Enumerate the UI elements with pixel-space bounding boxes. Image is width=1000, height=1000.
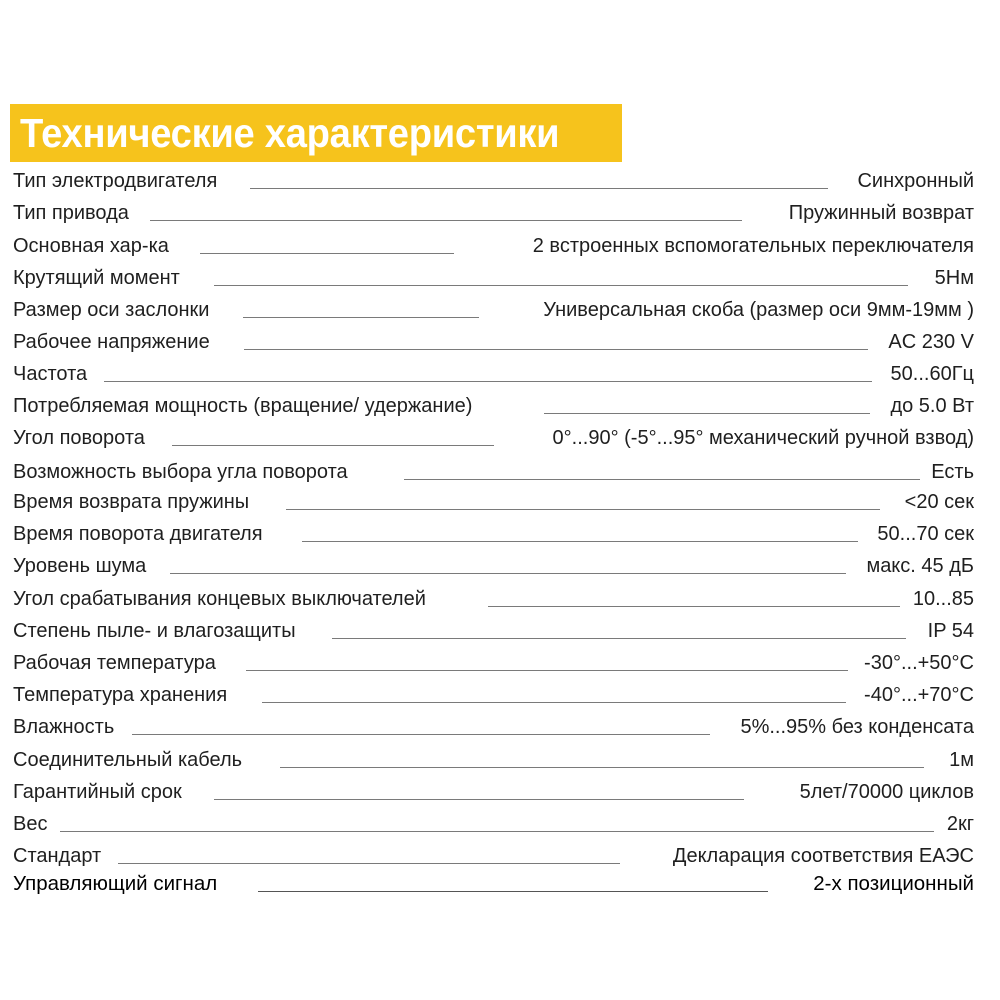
spec-label: Потребляемая мощность (вращение/ удержание) [13,395,473,417]
spec-label: Возможность выбора угла поворота [13,461,348,483]
spec-value: 2-х позиционный [813,872,974,895]
spec-label: Гарантийный срок [13,781,182,803]
spec-label: Уровень шума [13,555,147,577]
spec-label: Тип привода [13,202,129,224]
spec-row [0,391,1000,421]
spec-label: Основная хар-ка [13,235,169,257]
spec-label: Размер оси заслонки [13,299,210,321]
spec-row [0,263,1000,293]
spec-value: 5%...95% без конденсата [740,716,974,738]
spec-value: -40°...+70°C [864,684,974,706]
spec-value: Синхронный [857,170,974,192]
spec-row [0,295,1000,325]
leader-line [332,638,906,639]
spec-value: IP 54 [927,620,974,642]
spec-value: до 5.0 Вт [890,395,974,417]
spec-row [0,359,1000,389]
leader-line [404,479,920,480]
spec-row [0,809,1000,839]
spec-row [0,231,1000,261]
leader-line [544,413,870,414]
leader-line [286,509,880,510]
leader-line [243,317,479,318]
spec-value: Пружинный возврат [788,202,974,224]
spec-value: AC 230 V [888,331,974,353]
spec-value: Универсальная скоба (размер оси 9мм-19мм ) [543,299,974,321]
spec-row [0,648,1000,678]
spec-label: Степень пыле- и влагозащиты [13,620,296,642]
leader-line [104,381,872,382]
leader-line [258,891,768,892]
spec-label: Соединительный кабель [13,749,243,771]
spec-row [0,745,1000,775]
spec-value: <20 сек [904,491,974,513]
spec-label: Температура хранения [13,684,228,706]
spec-label: Тип электродвигателя [13,170,218,192]
spec-label: Рабочая температура [13,652,216,674]
spec-label: Управляющий сигнал [13,872,218,895]
spec-label: Рабочее напряжение [13,331,210,353]
spec-label: Время возврата пружины [13,491,250,513]
leader-line [302,541,858,542]
leader-line [214,799,744,800]
spec-value: 0°...90° (-5°...95° механический ручной взвод) [552,427,974,449]
spec-value: 50...70 сек [877,523,974,545]
spec-row [0,166,1000,196]
page-title: Технические характеристики [20,110,560,156]
spec-row [0,457,1000,487]
spec-label: Вес [13,813,48,835]
spec-label: Угол поворота [13,427,145,449]
spec-value: 1м [949,749,974,771]
leader-line [250,188,828,189]
leader-line [172,445,494,446]
spec-row [0,198,1000,228]
leader-line [60,831,934,832]
spec-value: 5лет/70000 циклов [799,781,974,803]
leader-line [132,734,710,735]
leader-line [170,573,846,574]
spec-row [0,584,1000,614]
spec-value: 5Нм [934,267,974,289]
spec-row [0,777,1000,807]
spec-value: 2кг [946,813,974,835]
spec-row [0,487,1000,517]
spec-label: Время поворота двигателя [13,523,263,545]
spec-row [0,712,1000,742]
leader-line [244,349,868,350]
leader-line [488,606,900,607]
leader-line [246,670,848,671]
leader-line [262,702,846,703]
spec-label: Стандарт [13,845,102,867]
leader-line [214,285,908,286]
spec-value: Декларация соответствия ЕАЭС [672,845,974,867]
spec-value: макс. 45 дБ [866,555,974,577]
spec-row [0,616,1000,646]
spec-label: Влажность [13,716,115,738]
leader-line [150,220,742,221]
leader-line [280,767,924,768]
spec-value: 2 встроенных вспомогательных переключателя [532,235,974,257]
spec-label: Частота [13,363,88,385]
spec-value: Есть [931,461,974,483]
spec-value: 50...60Гц [890,363,974,385]
spec-row [0,680,1000,710]
spec-row [0,841,1000,871]
spec-row [0,327,1000,357]
spec-row [0,519,1000,549]
spec-value: 10...85 [912,588,974,610]
leader-line [118,863,620,864]
spec-row [0,551,1000,581]
leader-line [200,253,454,254]
spec-row [0,423,1000,453]
spec-label: Крутящий момент [13,267,180,289]
spec-value: -30°...+50°C [864,652,974,674]
spec-row [0,869,1000,899]
spec-label: Угол срабатывания концевых выключателей [13,588,426,610]
